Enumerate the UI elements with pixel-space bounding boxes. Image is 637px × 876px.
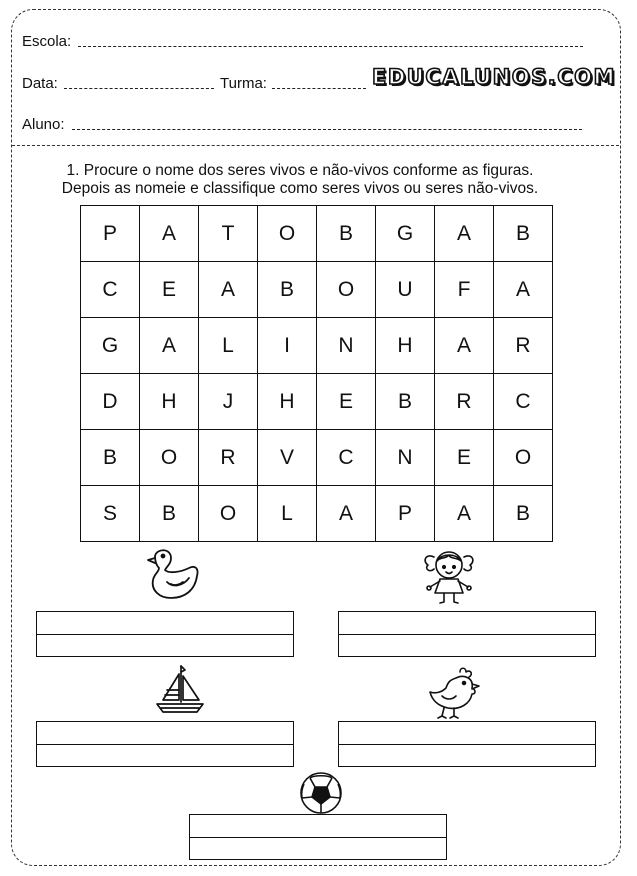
answer-box-doll[interactable] [338, 611, 596, 657]
grid-cell[interactable]: E [435, 430, 494, 486]
instruction-line-2: Depois as nomeie e classifique como seres vivos ou seres não-vivos. [61, 180, 539, 197]
answer-box-chicken[interactable] [338, 721, 596, 767]
grid-cell[interactable]: R [494, 318, 553, 374]
grid-cell[interactable]: P [376, 486, 435, 542]
grid-cell[interactable]: C [81, 262, 140, 318]
grid-cell[interactable]: E [140, 262, 199, 318]
grid-row [81, 430, 553, 486]
grid-cell[interactable]: A [435, 318, 494, 374]
grid-cell[interactable]: A [199, 262, 258, 318]
grid-cell[interactable]: H [376, 318, 435, 374]
soccer-ball-icon [298, 770, 344, 816]
grid-cell[interactable]: O [199, 486, 258, 542]
grid-cell[interactable]: E [317, 374, 376, 430]
chicken-icon [424, 664, 482, 720]
grid-cell[interactable]: A [494, 262, 553, 318]
aluno-label: Aluno: [22, 116, 65, 133]
grid-row [81, 374, 553, 430]
answer-box-ball[interactable] [189, 814, 447, 860]
grid-cell[interactable]: C [317, 430, 376, 486]
grid-cell[interactable]: A [317, 486, 376, 542]
grid-cell[interactable]: A [140, 318, 199, 374]
grid-cell[interactable]: H [258, 374, 317, 430]
answer-box-sailboat[interactable] [36, 721, 294, 767]
grid-cell[interactable]: A [435, 206, 494, 262]
instruction-line-1: 1. Procure o nome dos seres vivos e não-vivos conforme as figuras. [66, 162, 534, 179]
grid-cell[interactable]: L [258, 486, 317, 542]
educalunos-logo: EDUCALUNOS.COM [372, 65, 616, 89]
grid-cell[interactable]: N [376, 430, 435, 486]
aluno-field[interactable] [72, 129, 582, 130]
header-separator [12, 145, 619, 146]
grid-cell[interactable]: G [81, 318, 140, 374]
grid-cell[interactable]: B [258, 262, 317, 318]
grid-row [81, 262, 553, 318]
grid-cell[interactable]: B [494, 206, 553, 262]
instructions [20, 162, 580, 198]
grid-cell[interactable]: B [81, 430, 140, 486]
grid-cell[interactable]: S [81, 486, 140, 542]
grid-cell[interactable]: G [376, 206, 435, 262]
grid-cell[interactable]: I [258, 318, 317, 374]
grid-row [81, 206, 553, 262]
answer-box-duck[interactable] [36, 611, 294, 657]
grid-cell[interactable]: O [258, 206, 317, 262]
grid-cell[interactable]: C [494, 374, 553, 430]
data-field[interactable] [64, 88, 214, 89]
grid-cell[interactable]: P [81, 206, 140, 262]
grid-cell[interactable]: O [317, 262, 376, 318]
grid-cell[interactable]: B [494, 486, 553, 542]
doll-icon [420, 547, 478, 607]
grid-cell[interactable]: J [199, 374, 258, 430]
grid-cell[interactable]: B [140, 486, 199, 542]
grid-cell[interactable]: L [199, 318, 258, 374]
turma-label: Turma: [220, 75, 267, 92]
sailboat-icon [155, 662, 205, 716]
turma-field[interactable] [272, 88, 366, 89]
grid-cell[interactable]: O [494, 430, 553, 486]
grid-cell[interactable]: D [81, 374, 140, 430]
grid-cell[interactable]: O [140, 430, 199, 486]
grid-cell[interactable]: R [199, 430, 258, 486]
grid-cell[interactable]: U [376, 262, 435, 318]
grid-cell[interactable]: R [435, 374, 494, 430]
grid-cell[interactable]: A [140, 206, 199, 262]
escola-field[interactable] [78, 46, 583, 47]
grid-cell[interactable]: A [435, 486, 494, 542]
grid-cell[interactable]: N [317, 318, 376, 374]
grid-row [81, 318, 553, 374]
grid-cell[interactable]: H [140, 374, 199, 430]
data-label: Data: [22, 75, 58, 92]
grid-cell[interactable]: V [258, 430, 317, 486]
duck-icon [145, 546, 203, 604]
grid-cell[interactable]: B [376, 374, 435, 430]
escola-label: Escola: [22, 33, 72, 50]
grid-cell[interactable]: F [435, 262, 494, 318]
grid-row [81, 486, 553, 542]
grid-cell[interactable]: B [317, 206, 376, 262]
grid-cell[interactable]: T [199, 206, 258, 262]
word-search-grid [80, 205, 553, 542]
